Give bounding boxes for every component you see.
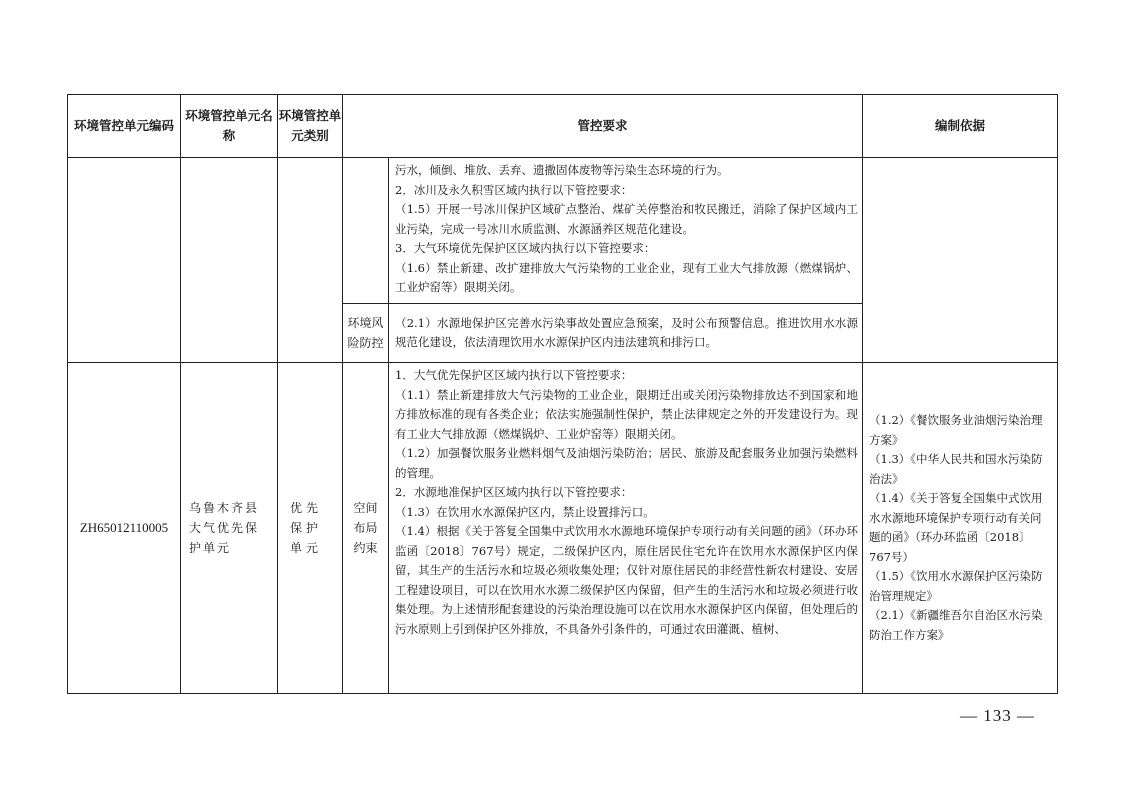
header-control-requirements: 管控要求 bbox=[343, 95, 863, 158]
basis-line: （1.3）《中华人民共和国水污染防治法》 bbox=[869, 452, 1043, 486]
page-number: — 133 — bbox=[960, 706, 1035, 725]
spatial-layout-constraint: 空间布局约束 bbox=[343, 363, 389, 694]
requirement-line: 2．水源地准保护区区域内执行以下管控要求： bbox=[395, 485, 633, 499]
table-header-row bbox=[68, 95, 1058, 158]
requirement-line: （1.1）禁止新建排放大气污染物的工业企业，限期迁出或关闭污染物排放达不到国家和地方排放标准的现有各类企业；依法实施强制性保护，禁止法律规定之外的开发建设行为。现有工业大气排放源（燃煤锅炉、工业炉窑等）限期关闭。 bbox=[395, 387, 859, 441]
requirement-line: 3．大气环境优先保护区区域内执行以下管控要求： bbox=[395, 241, 656, 255]
unit-code: ZH65012110005 bbox=[68, 363, 181, 694]
header-unit-category: 环境管控单元类别 bbox=[278, 95, 343, 158]
table-row bbox=[68, 158, 1058, 304]
unit-category: 优先保护单元 bbox=[278, 363, 343, 694]
basis-line: （2.1）《新疆维吾尔自治区水污染防治工作方案》 bbox=[869, 608, 1043, 642]
row1-category-cell bbox=[278, 158, 343, 363]
environment-control-table bbox=[67, 94, 1058, 694]
requirement-line: （1.3）在饮用水水源保护区内，禁止设置排污口。 bbox=[395, 504, 655, 519]
risk-control-requirement: （2.1）水源地保护区完善水污染事故处置应急预案，及时公布预警信息。推进饮用水水源规范化建设，依法清理饮用水水源保护区内违法建筑和排污口。 bbox=[389, 304, 863, 363]
requirement-line: 1．大气优先保护区区域内执行以下管控要求： bbox=[395, 368, 633, 382]
row1-requirements-cell bbox=[389, 158, 863, 304]
row1-name-cell bbox=[181, 158, 278, 363]
risk-control-category: 环境风险防控 bbox=[343, 304, 389, 363]
requirement-line: 污水，倾倒、堆放、丢弃、遗撒固体废物等污染生态环境的行为。 bbox=[395, 163, 729, 177]
requirement-line: （1.4）根据《关于答复全国集中式饮用水水源地环境保护专项行动有关问题的函》（环办环监函〔2018〕767号）规定，二级保护区内，原住居民住宅允许在饮用水水源保护区内保留，其生产的生活污水和垃圾必须收集处理；仅针对原住居民的非经营性新农村建设、安居工程建设项目，可以在饮用水水源二级保护区内保留，但产生的生活污水和垃圾必须进行收集处理。为上述情形配套建设的污染治理设施可以在饮用水水源保护区内保留，但处理后的污水原则上引到保护区外排放，不具备外引条件的，可通过农田灌溉、植树、 bbox=[395, 524, 859, 636]
header-compilation-basis: 编制依据 bbox=[863, 95, 1058, 158]
basis-line: （1.4）《关于答复全国集中式饮用水水源地环境保护专项行动有关问题的函》（环办环监函〔2018〕767号） bbox=[869, 491, 1043, 564]
header-unit-name: 环境管控单元名称 bbox=[181, 95, 278, 158]
row2-basis-cell bbox=[863, 363, 1058, 694]
requirement-line: （1.5）开展一号冰川保护区域矿点整治、煤矿关停整治和牧民搬迁，消除了保护区域内工业污染，完成一号冰川水质监测、水源涵养区规范化建设。 bbox=[395, 202, 859, 236]
basis-line: （1.2）《餐饮服务业油烟污染治理方案》 bbox=[869, 413, 1043, 447]
header-unit-code: 环境管控单元编码 bbox=[68, 95, 181, 158]
basis-line: （1.5）《饮用水水源保护区污染防治管理规定》 bbox=[869, 569, 1043, 603]
table-row bbox=[68, 363, 1058, 694]
requirement-line: 2．冰川及永久积雪区域内执行以下管控要求： bbox=[395, 182, 633, 197]
unit-name: 乌鲁木齐县大气优先保护单元 bbox=[181, 363, 278, 694]
row1-subcategory-cell bbox=[343, 158, 389, 304]
requirement-line: （1.6）禁止新建、改扩建排放大气污染物的工业企业，现有工业大气排放源（燃煤锅炉、工业炉窑等）限期关闭。 bbox=[395, 260, 859, 294]
row1-basis-cell bbox=[863, 158, 1058, 363]
row1-code-cell bbox=[68, 158, 181, 363]
requirement-line: （1.2）加强餐饮服务业燃料烟气及油烟污染防治；居民、旅游及配套服务业加强污染燃料的管理。 bbox=[395, 446, 859, 480]
row2-requirements-cell bbox=[389, 363, 863, 694]
